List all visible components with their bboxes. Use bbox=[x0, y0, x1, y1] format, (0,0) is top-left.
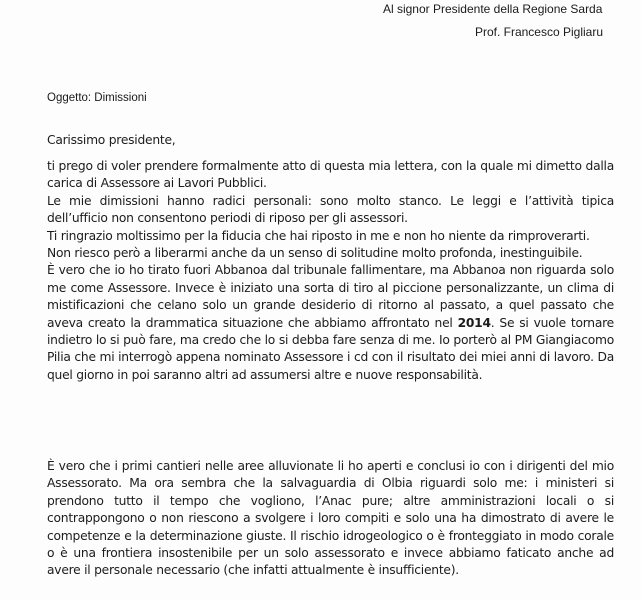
letter-body-second bbox=[47, 458, 614, 580]
paragraph-olbia: È vero che i primi cantieri nelle aree alluvionate li ho aperti e conclusi io con i dirigenti del mio Assessorato. Ma ora sembra che la salvaguardia di Olbia riguardi solo me: i ministeri si prendono tutto il tempo che vogliono, l’Anac pure; altre amministrazioni locali o si contrappongono o non riescono a svolgere i loro compiti e solo una ha dimostrato di avere le competenze e la determinazione giuste. Il rischio idrogeologico o è fronteggiato in modo corale o è una frontiera insostenibile per un solo assessorato e invece abbiamo faticato anche ad avere il personale necessario (che infatti attualmente è insufficiente). bbox=[47, 459, 614, 578]
addressee-line-2: Prof. Francesco Pigliaru bbox=[474, 25, 603, 39]
addressee-line-1: Al signor Presidente della Regione Sarda bbox=[382, 2, 603, 16]
paragraph-resignation: ti prego di voler prendere formalmente atto di questa mia lettera, con la quale mi dimetto dalla carica di Assessore ai Lavori Pubblici. bbox=[47, 159, 614, 191]
paragraph-thanks: Ti ringrazio moltissimo per la fiducia che hai riposto in me e non ho niente da rimproverarti. bbox=[47, 228, 590, 243]
addressee-block bbox=[383, 0, 603, 42]
letter-body bbox=[47, 158, 614, 384]
salutation: Carissimo presidente, bbox=[47, 133, 176, 147]
year-2014: 2014 bbox=[457, 315, 491, 330]
paragraph-reasons: Le mie dimissioni hanno radici personali: sono molto stanco. Le leggi e l’attività tipica dell’ufficio non consentono periodi di riposo per gli assessori. bbox=[47, 193, 614, 226]
subject-line: Oggetto: Dimissioni bbox=[47, 92, 147, 104]
paragraph-abbanoa: È vero che io ho tirato fuori Abbanoa dal tribunale fallimentare, ma Abbanoa non riguarda solo me come Assessore. Invece è iniziato una sorta di tiro al piccione personalizzante, un clima di mistificazioni che celano solo un grande desiderio di ritorno al passato, a quel passato che aveva creato la drammatica situazione che abbiamo affrontato nel 2014. Se si vuole tornare indietro lo si può fare, ma credo che lo si debba fare senza di me. Io porterò al PM Giangiacomo Pilia che mi interrogò appena nominato Assessore i cd con il risultato dei miei anni di lavoro. Da quel giorno in poi saranno altri ad assumersi altre e nuove responsabilità. bbox=[47, 263, 614, 382]
paragraph-solitude: Non riesco però a liberarmi anche da un senso di solitudine molto profonda, inestinguibile. bbox=[47, 246, 583, 261]
